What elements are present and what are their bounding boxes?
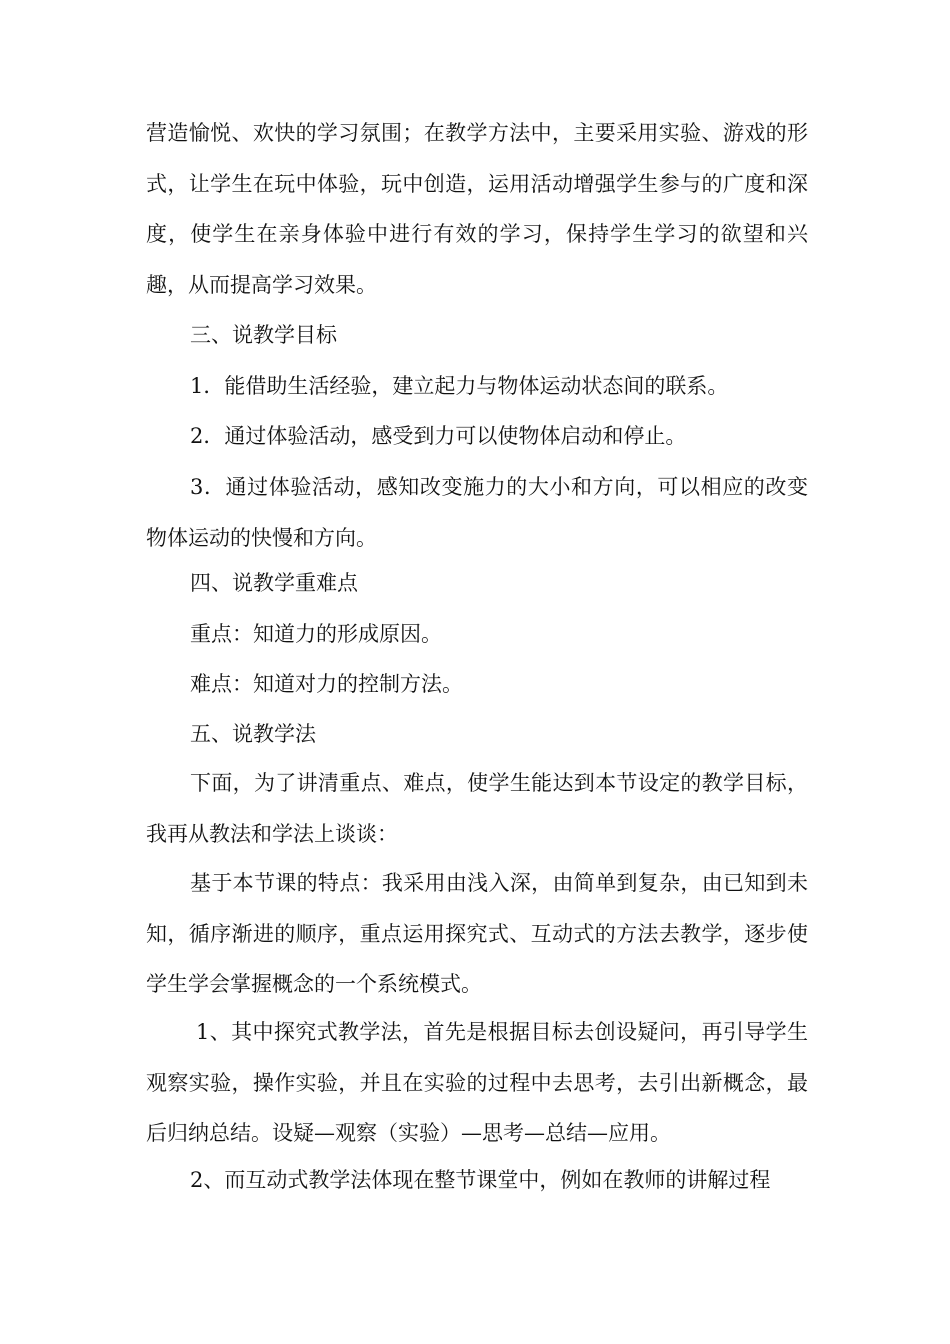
difficult-point: 难点：知道对力的控制方法。 bbox=[190, 672, 463, 696]
objective-3: 3．通过体验活动，感知改变施力的大小和方向，可以相应的改变物体运动的快慢和方向。 bbox=[146, 475, 808, 550]
heading-teaching-methods: 五、说教学法 bbox=[190, 722, 316, 746]
paragraph-inquiry-method: 1、其中探究式教学法，首先是根据目标去创设疑问，再引导学生观察实验，操作实验，并且在实验的过程中去思考，去引出新概念，最后归纳总结。设疑—观察（实验）—思考—总结—应用。 bbox=[146, 1020, 808, 1145]
paragraph-intro-continued: 营造愉悦、欢快的学习氛围；在教学方法中，主要采用实验、游戏的形式，让学生在玩中体验，玩中创造，运用活动增强学生参与的广度和深度，使学生在亲身体验中进行有效的学习，保持学生学习的欲望和兴趣，从而提高学习效果。 bbox=[146, 121, 808, 297]
paragraph-interactive-method: 2、而互动式教学法体现在整节课堂中，例如在教师的讲解过程 bbox=[190, 1168, 771, 1192]
heading-key-difficult-points: 四、说教学重难点 bbox=[190, 571, 358, 595]
objective-2: 2．通过体验活动，感受到力可以使物体启动和停止。 bbox=[190, 424, 687, 448]
objective-1: 1．能借助生活经验，建立起力与物体运动状态间的联系。 bbox=[190, 374, 729, 398]
paragraph-course-features: 基于本节课的特点：我采用由浅入深，由简单到复杂，由已知到未知，循序渐进的顺序，重点运用探究式、互动式的方法去教学，逐步使学生学会掌握概念的一个系统模式。 bbox=[146, 871, 808, 996]
key-point: 重点：知道力的形成原因。 bbox=[190, 622, 442, 646]
paragraph-methods-intro: 下面，为了讲清重点、难点，使学生能达到本节设定的教学目标，我再从教法和学法上谈谈： bbox=[146, 771, 808, 846]
heading-teaching-objectives: 三、说教学目标 bbox=[190, 323, 337, 347]
